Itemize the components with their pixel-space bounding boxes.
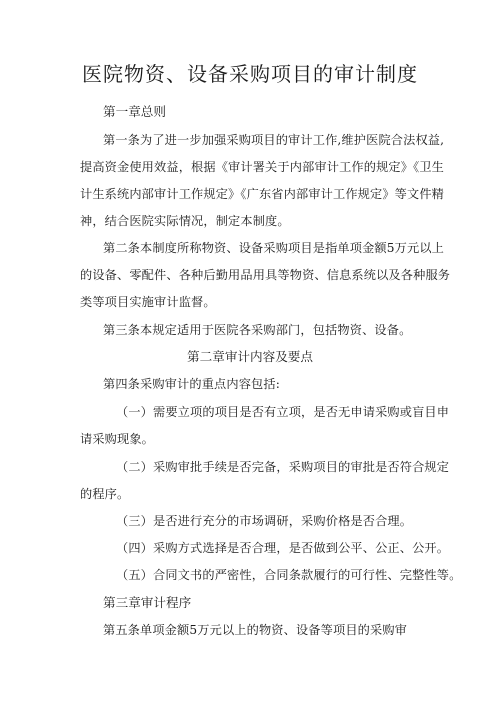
item-3: （三）是否进行充分的市场调研，采购价格是否合理。 <box>116 514 413 528</box>
item-2-line-2: 的程序。 <box>80 487 130 501</box>
article-2-line-2: 的设备、零配件、各种后勤用品用具等物资、信息系统以及各种服务 <box>80 268 451 282</box>
article-5-line-1: 第五条单项金额5万元以上的物资、设备等项目的采购审 <box>103 623 408 637</box>
document-title: 医院物资、设备采购项目的审计制度 <box>82 62 418 86</box>
chapter-3-heading: 第三章审计程序 <box>103 595 192 610</box>
chapter-1-heading: 第一章总则 <box>103 104 166 119</box>
item-4: （四）采购方式选择是否合理，是否做到公平、公正、公开。 <box>116 541 450 555</box>
chapter-2-heading: 第二章审计内容及要点 <box>187 349 313 364</box>
item-2-line-1: （二）采购审批手续是否完备，采购项目的审批是否符合规定 <box>116 460 450 474</box>
article-4: 第四条采购审计的重点内容包括: <box>103 377 280 391</box>
article-3: 第三条本规定适用于医院各采购部门，包括物资、设备。 <box>103 323 412 337</box>
article-1-line-4: 神，结合医院实际情况，制定本制度。 <box>80 214 290 228</box>
item-5: （五）合同文书的严密性，合同条款履行的可行性、完整性等。 <box>116 568 462 582</box>
item-1-line-1: （一）需要立项的项目是否有立项，是否无申请采购或盲目申 <box>116 405 450 419</box>
article-2-line-1: 第二条本制度所称物资、设备采购项目是指单项金额5万元以上 <box>103 241 445 255</box>
article-1-line-3: 计生系统内部审计工作规定》《广东省内部审计工作规定》等文件精 <box>80 187 445 201</box>
article-1-line-1: 第一条为了进一步加强采购项目的审计工作,维护医院合法权益, <box>103 133 445 147</box>
article-2-line-3: 类等项目实施审计监督。 <box>80 295 216 309</box>
article-1-line-2: 提高资金使用效益，根据《审计署关于内部审计工作的规定》《卫生 <box>80 160 445 174</box>
item-1-line-2: 请采购现象。 <box>80 432 155 446</box>
